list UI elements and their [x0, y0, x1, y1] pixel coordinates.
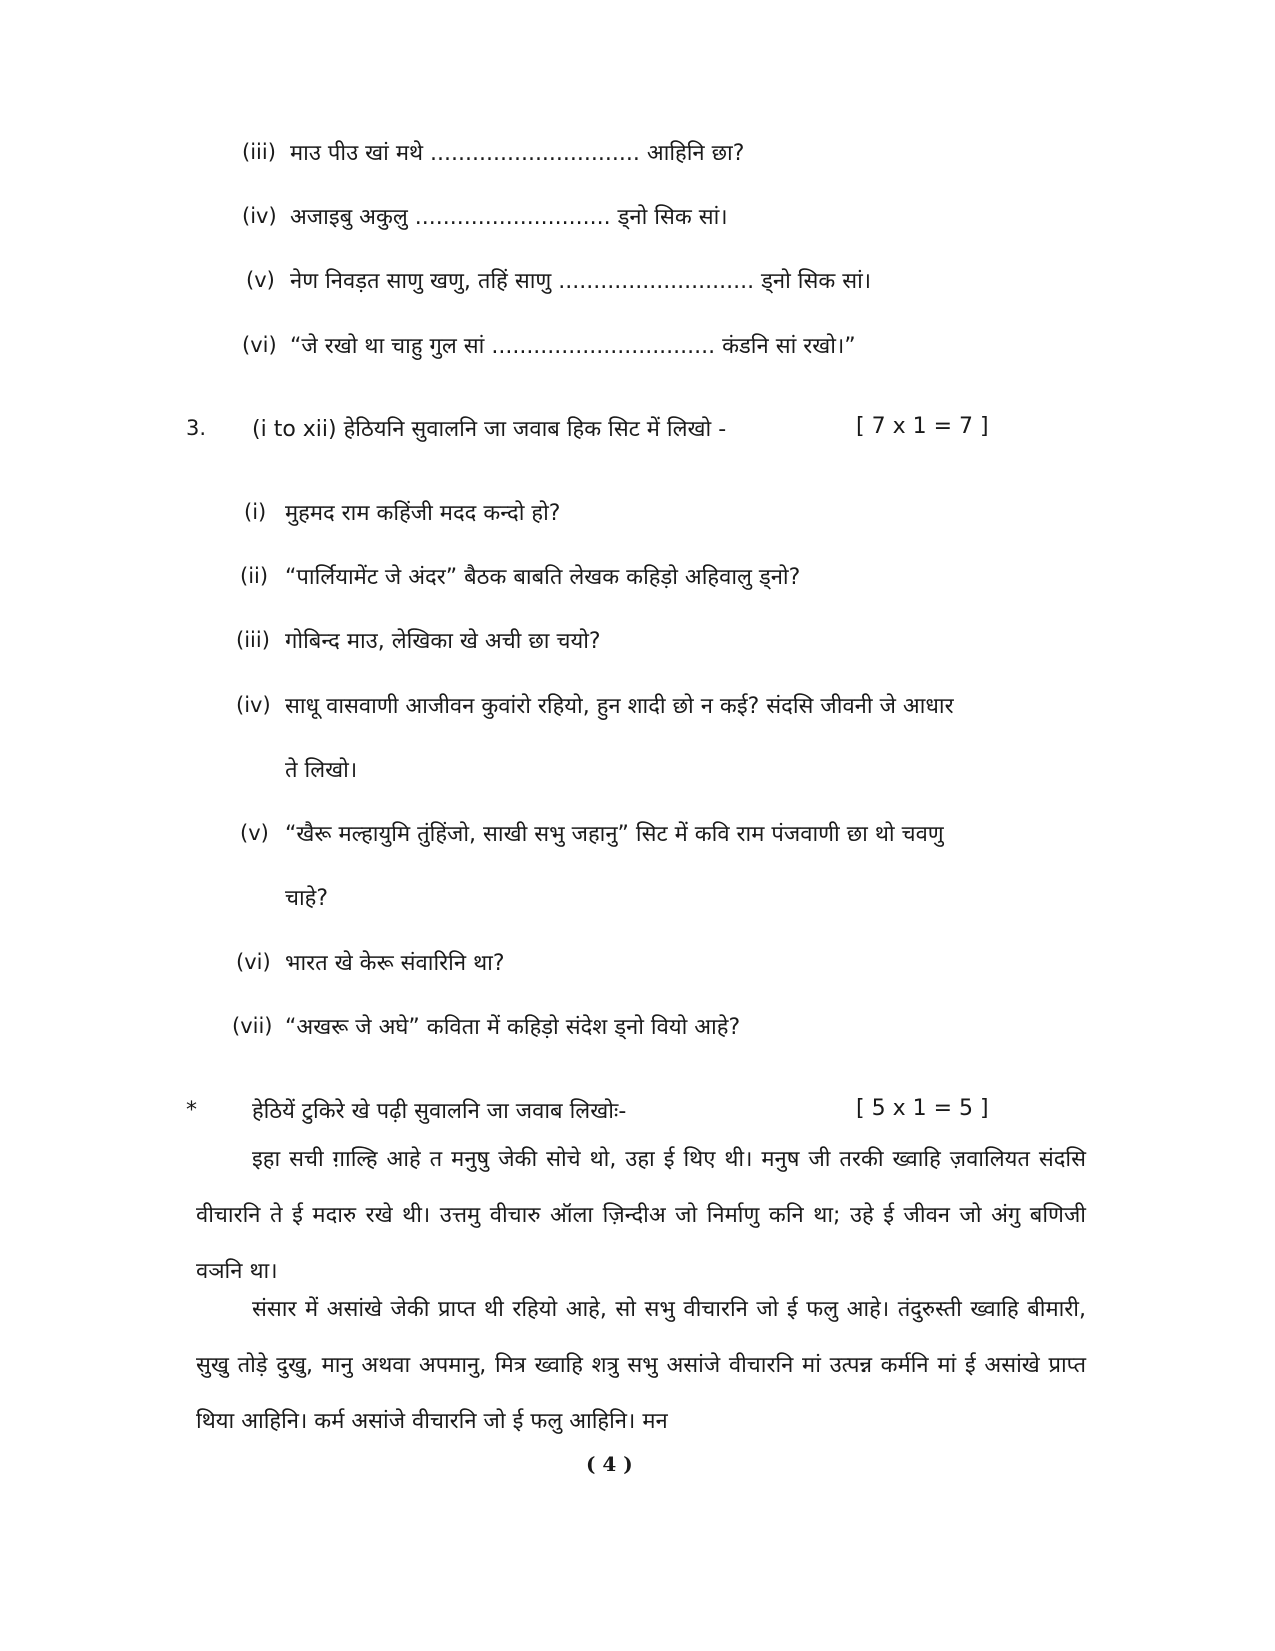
top-item-number: (v): [246, 268, 275, 292]
q3-item-number: (iii): [236, 628, 270, 652]
top-item-number: (vi): [242, 333, 277, 357]
q3-item-number: (v): [240, 821, 269, 845]
q3-item-text: भारत खे केरू संवारिनि था?: [285, 951, 505, 976]
q3-item-text: गोबिन्द माउ, लेखिका खे अची छा चयो?: [285, 629, 601, 654]
passage-paragraph-2: संसार में असांखे जेकी प्राप्त थी रहियो आहे, सो सभु वीचारनि जो ई फलु आहे। तंदुरुस्ती ख्वाहि बीमारी, सुखु तोड़े दुखु, मानु अथवा अपमानु, मित्र ख्वाहि शत्रु सभु असांजे वीचारनि मां उत्पन्न कर्मनि मां ई असांखे प्राप्त थिया आहिनि। कर्म असांजे वीचारनि जो ई फलु आहिनि। मन: [196, 1297, 1086, 1434]
top-item-number: (iii): [242, 140, 276, 164]
q3-item-text-continued: चाहे?: [285, 886, 329, 911]
page-number: ( 4 ): [586, 1452, 633, 1476]
q3-item-text: “पार्लियामेंट जे अंदर” बैठक बाबति लेखक कहिड़ो अहिवालु ड्नो?: [285, 565, 801, 590]
question-marks: [ 7 x 1 = 7 ]: [856, 414, 989, 439]
q3-item-text: “अखरू जे अघे” कविता में कहिड़ो संदेश ड्नो वियो आहे?: [285, 1015, 741, 1040]
q3-item-number: (i): [244, 500, 267, 524]
q3-item-text: “खैरू मल्हायुमि तुंहिंजो, साखी सभु जहानु” सिट में कवि राम पंजवाणी छा थो चवणु: [285, 822, 944, 847]
passage-marks: [ 5 x 1 = 5 ]: [856, 1096, 989, 1121]
top-item-text: “जे रखो था चाहु गुल सां ................................ कंडनि सां रखो।”: [290, 334, 856, 359]
q3-item-number: (vi): [236, 950, 271, 974]
q3-item-text: मुहमद राम कहिंजी मदद कन्दो हो?: [285, 501, 561, 526]
question-number: 3.: [186, 416, 207, 440]
top-item-number: (iv): [242, 204, 277, 228]
top-item-text: नेण निवड़त साणु खणु, तहिं साणु ............................ ड्नो सिक सां।: [290, 269, 872, 294]
passage-instruction: हेठियें टुकिरे खे पढ़ी सुवालनि जा जवाब लिखोः-: [252, 1099, 627, 1124]
top-item-text: अजाइबु अकुलु ............................ ड्नो सिक सां।: [290, 205, 728, 230]
q3-item-number: (vii): [232, 1014, 273, 1038]
passage-star: *: [186, 1098, 197, 1123]
q3-item-text-continued: ते लिखो।: [285, 758, 358, 783]
q3-item-text: साधू वासवाणी आजीवन कुवांरो रहियो, हुन शादी छो न कई? संदसि जीवनी जे आधार: [285, 694, 954, 719]
top-item-text: माउ पीउ खां मथे .............................. आहिनि छा?: [290, 141, 745, 166]
question-instruction: (i to xii) हेठियनि सुवालनि जा जवाब हिक सिट में लिखो -: [252, 417, 727, 442]
passage-paragraph-1: इहा सची ग़ाल्हि आहे त मनुषु जेकी सोचे थो, उहा ई थिए थी। मनुष जी तरकी ख्वाहि ज़वालियत संदसि वीचारनि ते ई मदारु रखे थी। उत्तमु वीचारु ऑला ज़िन्दीअ जो निर्माणु कनि था; उहे ई जीवन जो अंगु बणिजी वञनि था।: [196, 1147, 1086, 1284]
q3-item-number: (iv): [236, 693, 271, 717]
q3-item-number: (ii): [240, 564, 269, 588]
